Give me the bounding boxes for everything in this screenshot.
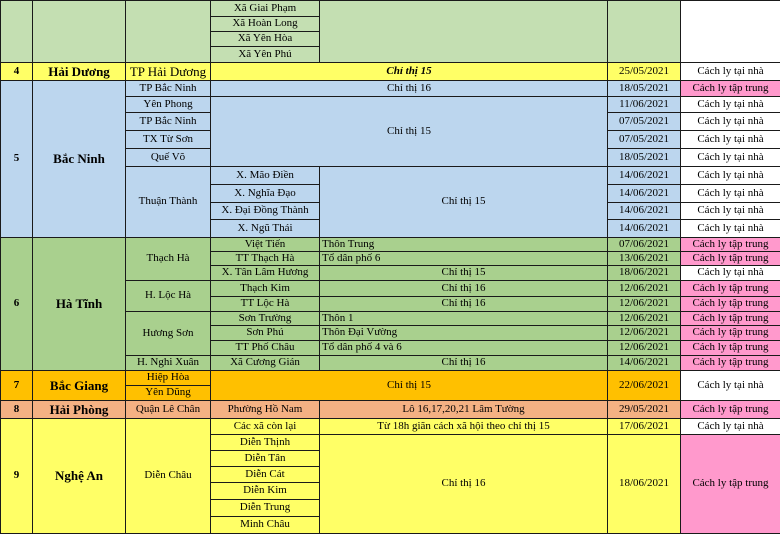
- date-cell: 12/06/2021: [607, 280, 681, 297]
- commune-cell: Sơn Phú: [210, 325, 320, 341]
- commune-cell: Diễn Kim: [210, 482, 320, 500]
- directive-cell: Chỉ thị 16: [319, 355, 608, 371]
- date-cell: 14/06/2021: [607, 184, 681, 203]
- commune-cell: X. Nghĩa Đạo: [210, 184, 320, 203]
- row-number-cell: 9: [0, 418, 33, 534]
- measure-cell: Cách ly tại nhà: [680, 148, 780, 167]
- measure-cell: Cách ly tại nhà: [680, 418, 780, 435]
- measure-cell: Cách ly tại nhà: [680, 130, 780, 149]
- commune-cell: TT Thạch Hà: [210, 251, 320, 266]
- province-cell: Hải Phòng: [32, 400, 126, 419]
- directive-cell: [319, 0, 608, 63]
- date-cell: 07/05/2021: [607, 130, 681, 149]
- commune-cell: Xã Yên Phú: [210, 46, 320, 63]
- date-cell: 18/05/2021: [607, 148, 681, 167]
- date-cell: 11/06/2021: [607, 96, 681, 113]
- commune-cell: Việt Tiến: [210, 237, 320, 252]
- date-cell: 13/06/2021: [607, 251, 681, 266]
- commune-cell: Minh Châu: [210, 516, 320, 534]
- measure-cell: Cách ly tập trung: [680, 80, 780, 97]
- district-cell: Yên Phong: [125, 96, 211, 113]
- date-cell: 22/06/2021: [607, 370, 681, 401]
- district-cell: H. Lộc Hà: [125, 280, 211, 312]
- measure-cell: Cách ly tập trung: [680, 325, 780, 341]
- date-cell: 14/06/2021: [607, 219, 681, 238]
- date-cell: 18/05/2021: [607, 80, 681, 97]
- row-number-cell: 6: [0, 237, 33, 371]
- measure-cell: [680, 0, 780, 63]
- measure-cell: Cách ly tập trung: [680, 340, 780, 356]
- date-cell: 12/06/2021: [607, 325, 681, 341]
- province-cell: Hà Tĩnh: [32, 237, 126, 371]
- date-cell: 12/06/2021: [607, 311, 681, 326]
- district-cell: Hiệp Hòa: [125, 370, 211, 386]
- area-cell: Thôn Trung: [319, 237, 608, 252]
- directive-cell: Chỉ thị 15: [210, 62, 608, 81]
- province-cell: Bắc Ninh: [32, 80, 126, 238]
- commune-cell: TT Lộc Hà: [210, 296, 320, 312]
- district-cell: Quận Lê Chân: [125, 400, 211, 419]
- directive-cell: Chỉ thị 16: [210, 80, 608, 97]
- measure-cell: Cách ly tập trung: [680, 434, 780, 534]
- row-number-cell: 8: [0, 400, 33, 419]
- district-cell: [125, 0, 211, 63]
- measure-cell: Cách ly tập trung: [680, 251, 780, 266]
- province-cell: Hải Dương: [32, 62, 126, 81]
- row-number-cell: 4: [0, 62, 33, 81]
- directive-cell: Chỉ thị 15: [319, 166, 608, 238]
- commune-cell: Phường Hồ Nam: [210, 400, 320, 419]
- commune-cell: Xã Hoàn Long: [210, 16, 320, 32]
- measure-cell: Cách ly tại nhà: [680, 62, 780, 81]
- district-cell: Thuận Thành: [125, 166, 211, 238]
- commune-cell: TT Phố Châu: [210, 340, 320, 356]
- directive-cell: Chỉ thị 16: [319, 280, 608, 297]
- province-cell: [32, 0, 126, 63]
- directive-cell: Chỉ thị 16: [319, 434, 608, 534]
- commune-cell: Xã Cương Gián: [210, 355, 320, 371]
- area-cell: Tổ dân phố 6: [319, 251, 608, 266]
- directive-cell: Chỉ thị 16: [319, 296, 608, 312]
- district-cell: Hương Sơn: [125, 311, 211, 356]
- commune-cell: Các xã còn lại: [210, 418, 320, 435]
- measure-cell: Cách ly tập trung: [680, 355, 780, 371]
- measure-cell: Cách ly tập trung: [680, 296, 780, 312]
- province-cell: Bắc Giang: [32, 370, 126, 401]
- district-cell: Diễn Châu: [125, 418, 211, 534]
- commune-cell: Diễn Cát: [210, 466, 320, 483]
- commune-cell: Sơn Trường: [210, 311, 320, 326]
- measure-cell: Cách ly tập trung: [680, 237, 780, 252]
- row-number-cell: 7: [0, 370, 33, 401]
- directive-cell: Chỉ thị 15: [210, 96, 608, 167]
- district-cell: Yên Dũng: [125, 385, 211, 401]
- measure-cell: Cách ly tại nhà: [680, 219, 780, 238]
- area-cell: Tổ dân phố 4 và 6: [319, 340, 608, 356]
- date-cell: 12/06/2021: [607, 296, 681, 312]
- date-cell: 07/05/2021: [607, 112, 681, 131]
- district-cell: TP Bắc Ninh: [125, 80, 211, 97]
- commune-cell: Thạch Kim: [210, 280, 320, 297]
- province-cell: Nghệ An: [32, 418, 126, 534]
- district-cell: Thạch Hà: [125, 237, 211, 281]
- commune-cell: X. Tân Lâm Hương: [210, 265, 320, 281]
- date-cell: 17/06/2021: [607, 418, 681, 435]
- area-cell: Thôn Đại Vường: [319, 325, 608, 341]
- measure-cell: Cách ly tập trung: [680, 400, 780, 419]
- measure-cell: Cách ly tại nhà: [680, 96, 780, 113]
- directive-cell: Từ 18h giãn cách xã hội theo chỉ thị 15: [319, 418, 608, 435]
- commune-cell: Diễn Thịnh: [210, 434, 320, 451]
- commune-cell: X. Mão Điền: [210, 166, 320, 185]
- commune-cell: Xã Yên Hòa: [210, 31, 320, 47]
- date-cell: 14/06/2021: [607, 166, 681, 185]
- date-cell: 14/06/2021: [607, 202, 681, 220]
- row-number-cell: [0, 0, 33, 63]
- date-cell: 14/06/2021: [607, 355, 681, 371]
- commune-cell: X. Ngũ Thái: [210, 219, 320, 238]
- measure-cell: Cách ly tập trung: [680, 311, 780, 326]
- district-cell: TP Hải Dương: [125, 62, 211, 81]
- date-cell: 07/06/2021: [607, 237, 681, 252]
- measure-cell: Cách ly tập trung: [680, 280, 780, 297]
- district-cell: H. Nghi Xuân: [125, 355, 211, 371]
- commune-cell: Diễn Trung: [210, 499, 320, 517]
- directive-cell: Chỉ thị 15: [210, 370, 608, 401]
- district-cell: TX Từ Sơn: [125, 130, 211, 149]
- measure-cell: Cách ly tại nhà: [680, 370, 780, 401]
- date-cell: 29/05/2021: [607, 400, 681, 419]
- date-cell: 25/05/2021: [607, 62, 681, 81]
- date-cell: [607, 0, 681, 63]
- date-cell: 18/06/2021: [607, 265, 681, 281]
- district-cell: Quế Võ: [125, 148, 211, 167]
- measure-cell: Cách ly tại nhà: [680, 166, 780, 185]
- commune-cell: Xã Giai Phạm: [210, 0, 320, 17]
- directive-cell: Chỉ thị 15: [319, 265, 608, 281]
- district-cell: TP Bắc Ninh: [125, 112, 211, 131]
- date-cell: 12/06/2021: [607, 340, 681, 356]
- directive-cell: Lô 16,17,20,21 Lâm Tường: [319, 400, 608, 419]
- date-cell: 18/06/2021: [607, 434, 681, 534]
- measure-cell: Cách ly tại nhà: [680, 112, 780, 131]
- commune-cell: X. Đại Đồng Thành: [210, 202, 320, 220]
- measure-cell: Cách ly tại nhà: [680, 202, 780, 220]
- row-number-cell: 5: [0, 80, 33, 238]
- measure-cell: Cách ly tại nhà: [680, 265, 780, 281]
- commune-cell: Diễn Tân: [210, 450, 320, 467]
- area-cell: Thôn 1: [319, 311, 608, 326]
- measure-cell: Cách ly tại nhà: [680, 184, 780, 203]
